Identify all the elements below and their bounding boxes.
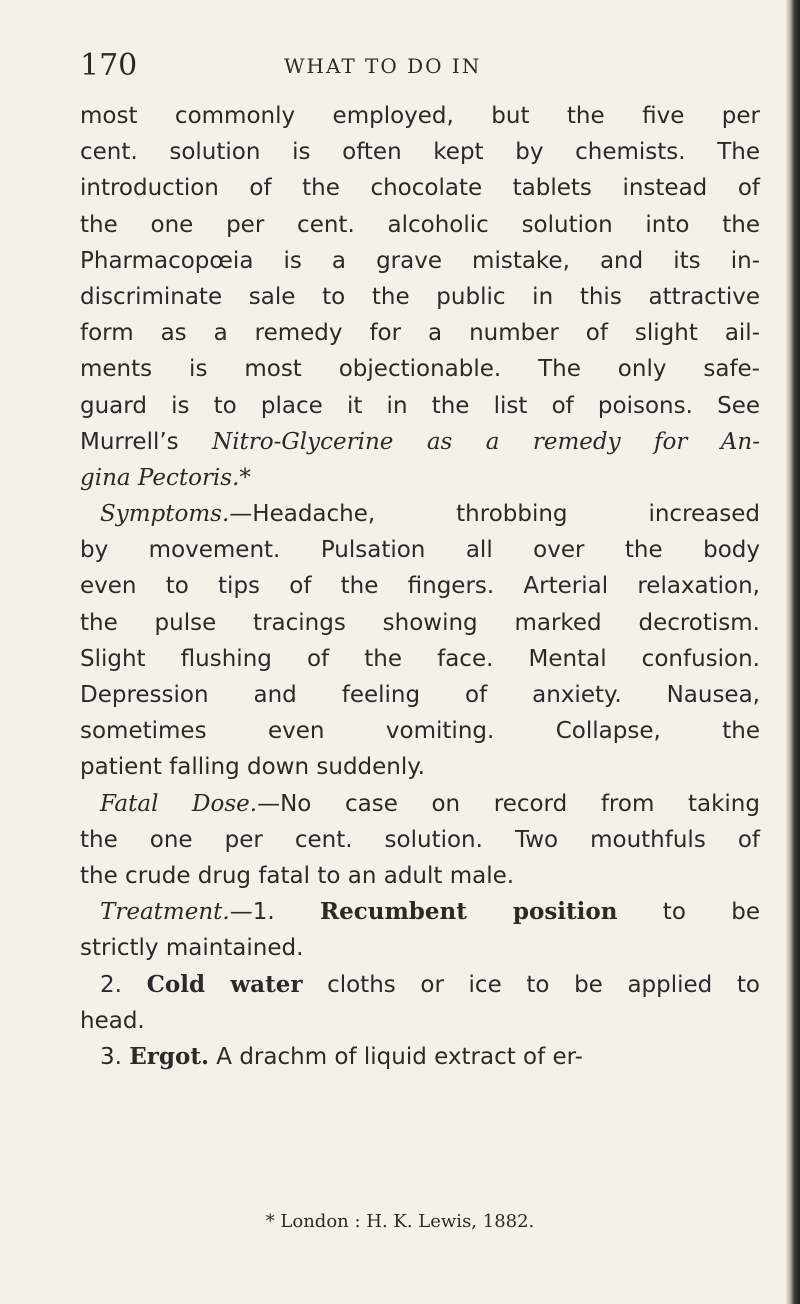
book-title-italic: gina Pectoris.* <box>80 464 251 491</box>
bold-term: Ergot. <box>129 1042 209 1070</box>
text-line: the one per cent. solution. Two mouthfuls of <box>80 826 760 853</box>
text-line: most commonly employed, but the five per <box>80 103 760 129</box>
text-run: —1. <box>229 899 320 926</box>
running-head: WHAT TO DO IN <box>284 54 482 78</box>
text-line: introduction of the chocolate tablets instead of <box>80 175 760 202</box>
text-line: Depression and feeling of anxiety. Nausea, <box>80 682 760 708</box>
bold-term: Recumbent position <box>320 898 618 926</box>
text-line: Pharmacopœia is a grave mistake, and its in- <box>80 247 760 274</box>
section-heading-symptoms: Symptoms. <box>100 501 230 528</box>
text-run: 3. <box>100 1043 130 1070</box>
text-line: guard is to place it in the list of poisons. See <box>80 392 760 419</box>
page-header <box>0 48 800 88</box>
text-line <box>80 894 760 930</box>
text-run: —No case on record from taking <box>257 790 760 817</box>
section-heading-treatment: Treatment. <box>100 899 230 926</box>
section-heading-fatal-dose: Fatal Dose. <box>100 790 258 817</box>
page-number: 170 <box>80 48 138 83</box>
text-line: sometimes even vomiting. Collapse, the <box>80 718 760 745</box>
text-run: cloths or ice to be applied to <box>302 971 760 998</box>
text-run: A drachm of liquid extract of er- <box>208 1043 583 1070</box>
text-line: by movement. Pulsation all over the body <box>80 537 760 564</box>
text-line: Slight flushing of the face. Mental confusion. <box>80 645 760 672</box>
page-edge-shadow <box>786 0 800 1304</box>
text-line: the pulse tracings showing marked decrotism. <box>80 609 760 636</box>
text-line: the crude drug fatal to an adult male. <box>80 862 515 889</box>
text-run: —Headache, throbbing increased <box>229 501 760 528</box>
book-title-italic: Nitro-Glycerine as a remedy for An- <box>212 428 761 455</box>
text-run: to be <box>617 899 760 926</box>
bold-term: Cold water <box>146 970 303 998</box>
text-line: ments is most objectionable. The only safe- <box>80 356 760 383</box>
text-line: form as a remedy for a number of slight ail- <box>80 320 760 347</box>
text-line: cent. solution is often kept by chemists. The <box>80 139 760 166</box>
text-line <box>80 460 760 496</box>
text-line <box>80 1039 760 1075</box>
text-line: the one per cent. alcoholic solution into the <box>80 211 760 238</box>
text-run: Murrell’s <box>80 428 213 455</box>
text-line: discriminate sale to the public in this attractive <box>80 283 760 310</box>
text-line: strictly maintained. <box>80 935 304 962</box>
text-line: even to tips of the fingers. Arterial relaxation, <box>80 573 760 600</box>
text-run: 2. <box>100 971 147 998</box>
footnote: * London : H. K. Lewis, 1882. <box>265 1211 535 1232</box>
text-line: head. <box>80 1007 145 1034</box>
text-line: patient falling down suddenly. <box>80 754 425 781</box>
text-line <box>80 496 760 532</box>
text-line <box>80 967 760 1003</box>
body-text <box>80 98 760 1075</box>
text-line <box>80 424 760 460</box>
text-line <box>80 786 760 822</box>
